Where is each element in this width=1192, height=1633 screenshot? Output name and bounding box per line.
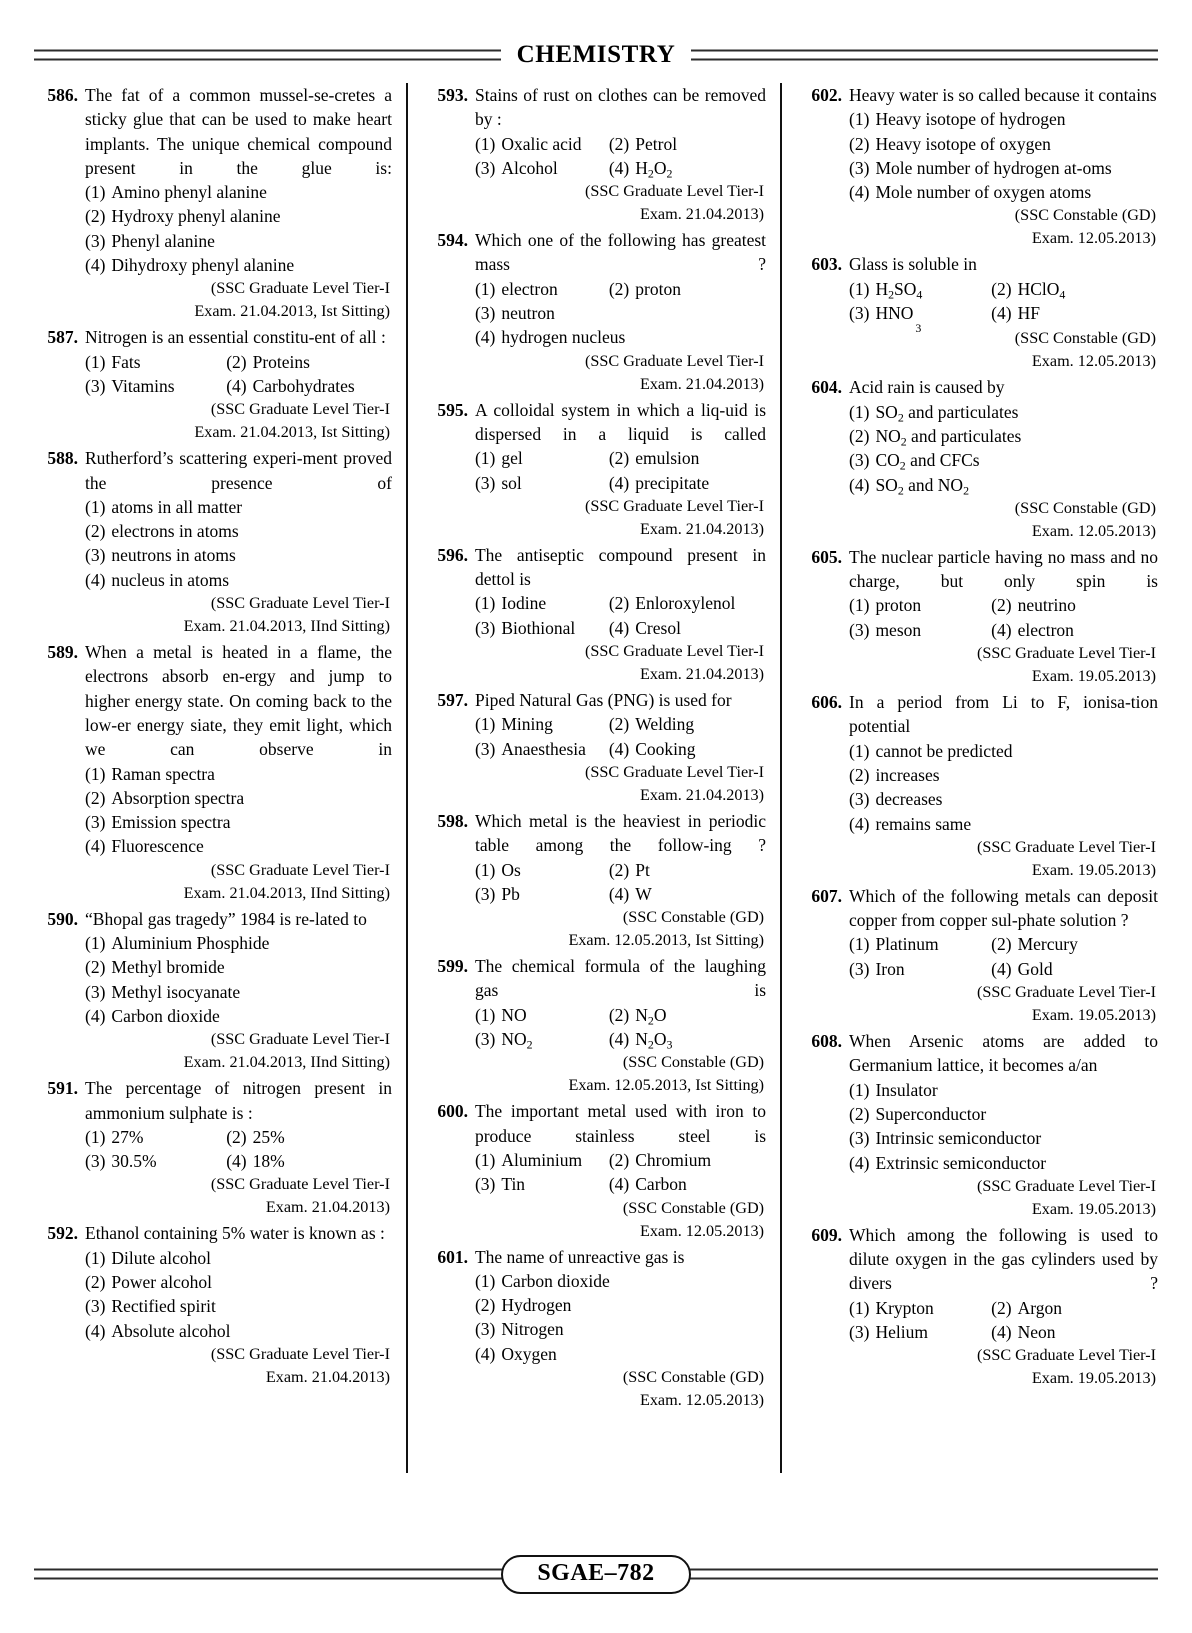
option-2[interactable]: (2) proton — [608, 278, 681, 299]
option-4[interactable]: (4) Carbon — [608, 1174, 687, 1195]
option-4[interactable]: (4) Fluorescence — [85, 836, 204, 857]
options — [475, 858, 766, 907]
option-1[interactable]: (1) Iodine — [474, 593, 547, 614]
question-number: 599. — [437, 956, 468, 977]
question-595 — [424, 398, 766, 542]
option-2[interactable]: (2) Welding — [608, 714, 695, 735]
question-stem: Stains of rust on clothes can be removed by : — [474, 85, 767, 130]
option-4[interactable]: (4) Absolute alcohol — [85, 1320, 231, 1341]
option-2[interactable]: (2) $NO_2$ and particulates — [849, 425, 1022, 449]
option-1[interactable]: (1) 27% — [85, 1126, 144, 1147]
options — [85, 180, 392, 277]
question-number: 601. — [437, 1246, 468, 1267]
option-4[interactable]: (4) nucleus in atoms — [85, 569, 230, 590]
option-2[interactable]: (2) Heavy isotope of oxygen — [849, 133, 1051, 154]
question-600 — [424, 1099, 766, 1243]
options — [85, 1246, 392, 1343]
question-number: 590. — [47, 908, 78, 929]
question-stem: In a period from Li to F, ionisa-tion potential — [849, 692, 1158, 737]
source-citation: (SSC Graduate Level Tier-I Exam. 21.04.2013) — [210, 1344, 390, 1386]
option-3[interactable]: (3) 30.5% — [85, 1151, 157, 1172]
option-4[interactable]: (4) 18% — [226, 1151, 285, 1172]
options — [475, 1148, 766, 1197]
option-2[interactable]: (2) Enloroxylenol — [608, 593, 736, 614]
option-2[interactable]: (2) increases — [849, 764, 940, 785]
option-4[interactable]: (4) Dihydroxy phenyl alanine — [85, 255, 295, 276]
source-citation: (SSC Graduate Level Tier-I Exam. 19.05.2013) — [976, 1176, 1156, 1218]
option-1[interactable]: (1) Krypton — [849, 1297, 934, 1318]
question-stem: Ethanol containing 5% water is known as : — [85, 1223, 385, 1244]
question-stem: Piped Natural Gas (PNG) is used for — [474, 690, 732, 711]
footer-rule-right — [674, 1569, 1158, 1580]
option-4[interactable]: (4) HF — [991, 303, 1040, 324]
option-3[interactable]: (3) Phenyl alanine — [85, 230, 215, 251]
question-596 — [424, 543, 766, 687]
option-1[interactable]: (1) Raman spectra — [85, 763, 215, 784]
option-4[interactable]: (4) electron — [991, 619, 1074, 640]
footer-rule-left — [34, 1569, 518, 1580]
question-590 — [34, 907, 392, 1075]
option-3[interactable]: (3) Pb — [474, 883, 520, 904]
question-stem: Heavy water is so called because it contains — [849, 85, 1157, 105]
question-stem: The chemical formula of the laughing gas is — [474, 956, 767, 1001]
option-1[interactable]: (1) gel — [474, 448, 523, 469]
source-citation: (SSC Graduate Level Tier-I Exam. 21.04.2013) — [210, 1175, 390, 1217]
question-stem: The percentage of nitrogen present in ammonium sulphate is : — [85, 1078, 392, 1123]
page-header — [34, 33, 1158, 77]
option-1[interactable]: (1) Os — [474, 859, 521, 880]
source-citation: (SSC Graduate Level Tier-I Exam. 21.04.2013, Ist Sitting) — [194, 400, 390, 442]
source-citation: (SSC Graduate Level Tier-I Exam. 21.04.2013, IInd Sitting) — [183, 594, 390, 636]
question-586 — [34, 83, 392, 324]
question-591 — [34, 1076, 392, 1220]
option-4[interactable]: (4) Cooking — [608, 738, 696, 759]
option-2[interactable]: (2) Petrol — [608, 133, 678, 154]
question-number: 597. — [437, 690, 468, 711]
option-2[interactable]: (2) electrons in atoms — [85, 521, 239, 542]
question-598 — [424, 809, 766, 953]
source-citation: (SSC Constable (GD) Exam. 12.05.2013, Ist Sitting) — [568, 1053, 765, 1095]
option-3[interactable]: (3) decreases — [849, 789, 943, 810]
question-stem: Glass is soluble in — [849, 254, 977, 275]
options — [849, 593, 1158, 642]
option-2[interactable]: (2) Mercury — [991, 934, 1078, 955]
source-citation: (SSC Graduate Level Tier-I Exam. 21.04.2013) — [584, 351, 765, 393]
source-citation: (SSC Constable (GD) Exam. 12.05.2013) — [1014, 498, 1156, 540]
question-605 — [798, 545, 1158, 689]
header-rule-left — [34, 50, 553, 61]
option-1[interactable]: (1) cannot be predicted — [849, 740, 1013, 761]
option-1[interactable]: (1) Amino phenyl alanine — [85, 182, 267, 203]
question-number: 587. — [47, 327, 78, 348]
option-2[interactable]: (2) Hydrogen — [474, 1295, 572, 1316]
question-number: 606. — [811, 692, 843, 713]
question-594 — [424, 228, 766, 396]
option-1[interactable]: (1) Mining — [474, 714, 553, 735]
option-2[interactable]: (2) $N_2O$ — [608, 1004, 667, 1028]
question-stem: The nuclear particle having no mass and no charge, but only spin is — [849, 546, 1158, 592]
option-1[interactable]: (1) Carbon dioxide — [474, 1270, 610, 1291]
question-number: 593. — [437, 85, 468, 105]
question-601 — [424, 1245, 766, 1413]
option-3[interactable]: (3) Intrinsic semiconductor — [849, 1128, 1042, 1149]
options — [475, 1269, 766, 1366]
question-columns — [34, 83, 1158, 1473]
source-citation: (SSC Graduate Level Tier-I Exam. 21.04.2013) — [584, 496, 765, 538]
option-3[interactable]: (3) neutron — [474, 303, 555, 324]
options — [849, 400, 1158, 497]
source-citation: (SSC Graduate Level Tier-I Exam. 21.04.2013, IInd Sitting) — [183, 1030, 390, 1072]
options — [849, 277, 1158, 336]
question-number: 592. — [47, 1223, 78, 1244]
question-stem: The antiseptic compound present in dettol is — [474, 544, 767, 590]
question-599 — [424, 954, 766, 1098]
options — [849, 1078, 1158, 1175]
question-number: 588. — [47, 448, 78, 469]
option-1[interactable]: (1) Insulator — [849, 1079, 938, 1100]
options — [85, 931, 392, 1028]
option-4[interactable]: (4) Carbohydrates — [226, 375, 355, 396]
option-4[interactable]: (4) hydrogen nucleus — [474, 327, 626, 348]
question-stem: The fat of a common mussel-se-cretes a sticky glue that can be used to make heart implants. The unique chemical compound present in the glue is: — [85, 85, 392, 178]
options — [475, 277, 766, 350]
options — [475, 591, 766, 640]
options — [475, 1003, 766, 1052]
option-3[interactable]: (3) Mole number of hydrogen at-oms — [849, 157, 1112, 178]
option-3[interactable]: (3) Methyl isocyanate — [85, 981, 241, 1002]
options — [849, 932, 1158, 981]
options — [85, 495, 392, 592]
question-597 — [424, 688, 766, 808]
option-3[interactable]: (3) Anaesthesia — [474, 738, 586, 759]
question-604 — [798, 375, 1158, 543]
option-4[interactable]: (4) W — [608, 883, 652, 904]
question-593 — [424, 83, 766, 227]
option-4[interactable]: (4) Mole number of oxygen atoms — [849, 182, 1092, 203]
option-3[interactable]: (3) Vitamins — [85, 375, 175, 396]
options — [85, 1125, 392, 1174]
option-4[interactable]: (4) Extrinsic semiconductor — [849, 1152, 1047, 1173]
source-citation: (SSC Graduate Level Tier-I Exam. 19.05.2013) — [976, 1346, 1156, 1388]
option-2[interactable]: (2) Absorption spectra — [85, 787, 245, 808]
source-citation: (SSC Constable (GD) Exam. 12.05.2013) — [1014, 329, 1156, 371]
option-3[interactable]: (3) Emission spectra — [85, 812, 231, 833]
options — [85, 762, 392, 859]
option-2[interactable]: (2) Pt — [608, 859, 650, 880]
question-number: 586. — [47, 85, 78, 105]
page-title: CHEMISTRY — [501, 41, 692, 69]
question-stem: When a metal is heated in a flame, the electrons absorb en-ergy and jump to higher energy state. On coming back to the low-er energy siate, they emit light, which we can observe in — [85, 642, 392, 760]
question-603 — [798, 252, 1158, 374]
question-609 — [798, 1223, 1158, 1391]
question-stem: Nitrogen is an essential constitu-ent of all : — [85, 327, 386, 348]
question-stem: The important metal used with iron to produce stainless steel is — [474, 1101, 767, 1146]
option-2[interactable]: (2) Methyl bromide — [85, 957, 225, 978]
option-3[interactable]: (3) Biothional — [474, 617, 576, 638]
source-citation: (SSC Constable (GD) Exam. 12.05.2013, Ist Sitting) — [568, 908, 765, 950]
question-number: 603. — [811, 254, 843, 275]
option-1[interactable]: (1) electron — [474, 278, 558, 299]
option-2[interactable]: (2) Hydroxy phenyl alanine — [85, 206, 281, 227]
option-3[interactable]: (3) Alcohol — [474, 157, 558, 178]
question-number: 609. — [811, 1224, 843, 1245]
option-4[interactable]: (4) Carbon dioxide — [85, 1005, 220, 1026]
source-citation: (SSC Constable (GD) Exam. 12.05.2013) — [1014, 206, 1156, 248]
question-stem: The name of unreactive gas is — [474, 1246, 685, 1267]
question-number: 607. — [811, 885, 843, 906]
option-4[interactable]: (4) $SO_2$ and $NO_2$ — [849, 474, 970, 497]
question-number: 602. — [811, 85, 843, 105]
option-2[interactable]: (2) emulsion — [608, 448, 700, 469]
option-4[interactable]: (4) Cresol — [608, 617, 681, 638]
option-2[interactable]: (2) Power alcohol — [85, 1271, 213, 1292]
options — [849, 739, 1158, 836]
question-number: 594. — [437, 230, 468, 251]
options — [849, 107, 1158, 204]
column-3 — [780, 83, 1158, 1473]
question-607 — [798, 884, 1158, 1028]
source-citation: (SSC Graduate Level Tier-I Exam. 19.05.2013) — [976, 837, 1156, 879]
page-footer — [34, 1549, 1158, 1599]
option-2[interactable]: (2) neutrino — [991, 595, 1076, 616]
option-4[interactable]: (4) $H_2O_2$ — [608, 157, 673, 181]
question-588 — [34, 446, 392, 639]
option-3[interactable]: (3) Tin — [474, 1174, 526, 1195]
source-citation: (SSC Graduate Level Tier-I Exam. 21.04.2013) — [584, 762, 765, 804]
question-number: 605. — [811, 546, 843, 567]
question-602 — [798, 83, 1158, 251]
column-2 — [406, 83, 780, 1473]
options — [849, 1296, 1158, 1345]
option-1[interactable]: (1) Heavy isotope of hydrogen — [849, 109, 1066, 130]
source-citation: (SSC Graduate Level Tier-I Exam. 21.04.2013, Ist Sitting) — [194, 279, 390, 321]
option-3[interactable]: (3) sol — [474, 472, 522, 493]
source-citation: (SSC Graduate Level Tier-I Exam. 21.04.2013) — [584, 642, 765, 684]
question-589 — [34, 640, 392, 906]
question-587 — [34, 325, 392, 445]
option-3[interactable]: (3) Helium — [849, 1321, 928, 1342]
option-1[interactable]: (1) atoms in all matter — [85, 496, 243, 517]
option-2[interactable]: (2) Proteins — [226, 351, 310, 372]
option-3[interactable]: (3) Iron — [849, 958, 905, 979]
option-1[interactable]: (1) $H_2SO_4$ — [849, 278, 923, 302]
question-stem: Rutherford’s scattering experi-ment proved the presence of — [85, 448, 392, 493]
question-number: 598. — [437, 810, 468, 831]
options — [475, 132, 766, 181]
option-1[interactable]: (1) proton — [849, 595, 922, 616]
question-number: 595. — [437, 399, 468, 420]
option-1[interactable]: (1) Platinum — [849, 934, 939, 955]
option-2[interactable]: (2) 25% — [226, 1126, 285, 1147]
options — [475, 446, 766, 495]
option-1[interactable]: (1) Fats — [85, 351, 141, 372]
question-stem: A colloidal system in which a liq-uid is dispersed in a liquid is called — [474, 399, 767, 444]
question-stem: Which among the following is used to dilute oxygen in the gas cylinders used by divers ? — [849, 1224, 1158, 1294]
question-stem: When Arsenic atoms are added to Germanium lattice, it becomes a/an — [849, 1031, 1158, 1076]
options — [475, 712, 766, 761]
option-3[interactable]: (3) meson — [849, 619, 922, 640]
question-606 — [798, 690, 1158, 883]
option-1[interactable]: (1) Oxalic acid — [474, 133, 582, 154]
option-3[interactable]: (3) $CO_2$ and CFCs — [849, 450, 980, 473]
option-4[interactable]: (4) Neon — [991, 1321, 1056, 1342]
option-1[interactable]: (1) Aluminium Phosphide — [85, 933, 270, 954]
question-number: 589. — [47, 642, 78, 663]
option-4[interactable]: (4) Oxygen — [474, 1343, 557, 1364]
option-2[interactable]: (2) Argon — [991, 1297, 1062, 1318]
exam-page — [0, 33, 1192, 1633]
option-1[interactable]: (1) $SO_2$ and particulates — [849, 401, 1019, 424]
option-3[interactable]: (3) $NO_2$ — [474, 1029, 533, 1052]
source-citation: (SSC Graduate Level Tier-I Exam. 19.05.2013) — [976, 644, 1156, 686]
question-number: 608. — [811, 1031, 843, 1052]
option-1[interactable]: (1) Dilute alcohol — [85, 1247, 212, 1268]
option-2[interactable]: (2) Chromium — [608, 1149, 712, 1170]
option-3[interactable]: (3) Rectified spirit — [85, 1296, 216, 1317]
option-4[interactable]: (4) precipitate — [608, 472, 710, 493]
question-stem: Which of the following metals can deposit copper from copper sul-phate solution ? — [849, 885, 1158, 931]
option-3[interactable]: (3) neutrons in atoms — [85, 545, 236, 566]
question-608 — [798, 1029, 1158, 1222]
source-citation: (SSC Constable (GD) Exam. 12.05.2013) — [622, 1367, 765, 1409]
option-4[interactable]: (4) $N_2O_3$ — [608, 1029, 673, 1052]
question-number: 591. — [47, 1078, 78, 1099]
option-1[interactable]: (1) Aluminium — [474, 1149, 583, 1170]
question-stem: Acid rain is caused by — [849, 377, 1005, 398]
option-3[interactable]: (3) HNO3 — [849, 303, 922, 336]
question-number: 596. — [437, 544, 468, 565]
question-stem: Which one of the following has greatest mass ? — [474, 230, 767, 275]
option-2[interactable]: (2) Superconductor — [849, 1103, 987, 1124]
option-1[interactable]: (1) NO — [474, 1004, 527, 1025]
source-citation: (SSC Graduate Level Tier-I Exam. 21.04.2013) — [584, 182, 765, 224]
header-rule-right — [639, 50, 1158, 61]
source-citation: (SSC Constable (GD) Exam. 12.05.2013) — [622, 1198, 765, 1240]
question-number: 600. — [437, 1101, 468, 1122]
option-3[interactable]: (3) Nitrogen — [474, 1319, 564, 1340]
page-code-badge: SGAE–782 — [501, 1555, 690, 1594]
option-4[interactable]: (4) Gold — [991, 958, 1053, 979]
question-592 — [34, 1221, 392, 1389]
column-1 — [34, 83, 406, 1473]
question-stem: Which metal is the heaviest in periodic table among the follow-ing ? — [474, 810, 767, 856]
option-4[interactable]: (4) remains same — [849, 813, 972, 834]
option-2[interactable]: (2) HClO$_4$ — [991, 278, 1066, 302]
question-stem: “Bhopal gas tragedy” 1984 is re-lated to — [85, 908, 367, 929]
source-citation: (SSC Graduate Level Tier-I Exam. 19.05.2013) — [976, 983, 1156, 1025]
source-citation: (SSC Graduate Level Tier-I Exam. 21.04.2013, IInd Sitting) — [183, 860, 390, 902]
question-number: 604. — [811, 377, 843, 398]
options — [85, 350, 392, 399]
